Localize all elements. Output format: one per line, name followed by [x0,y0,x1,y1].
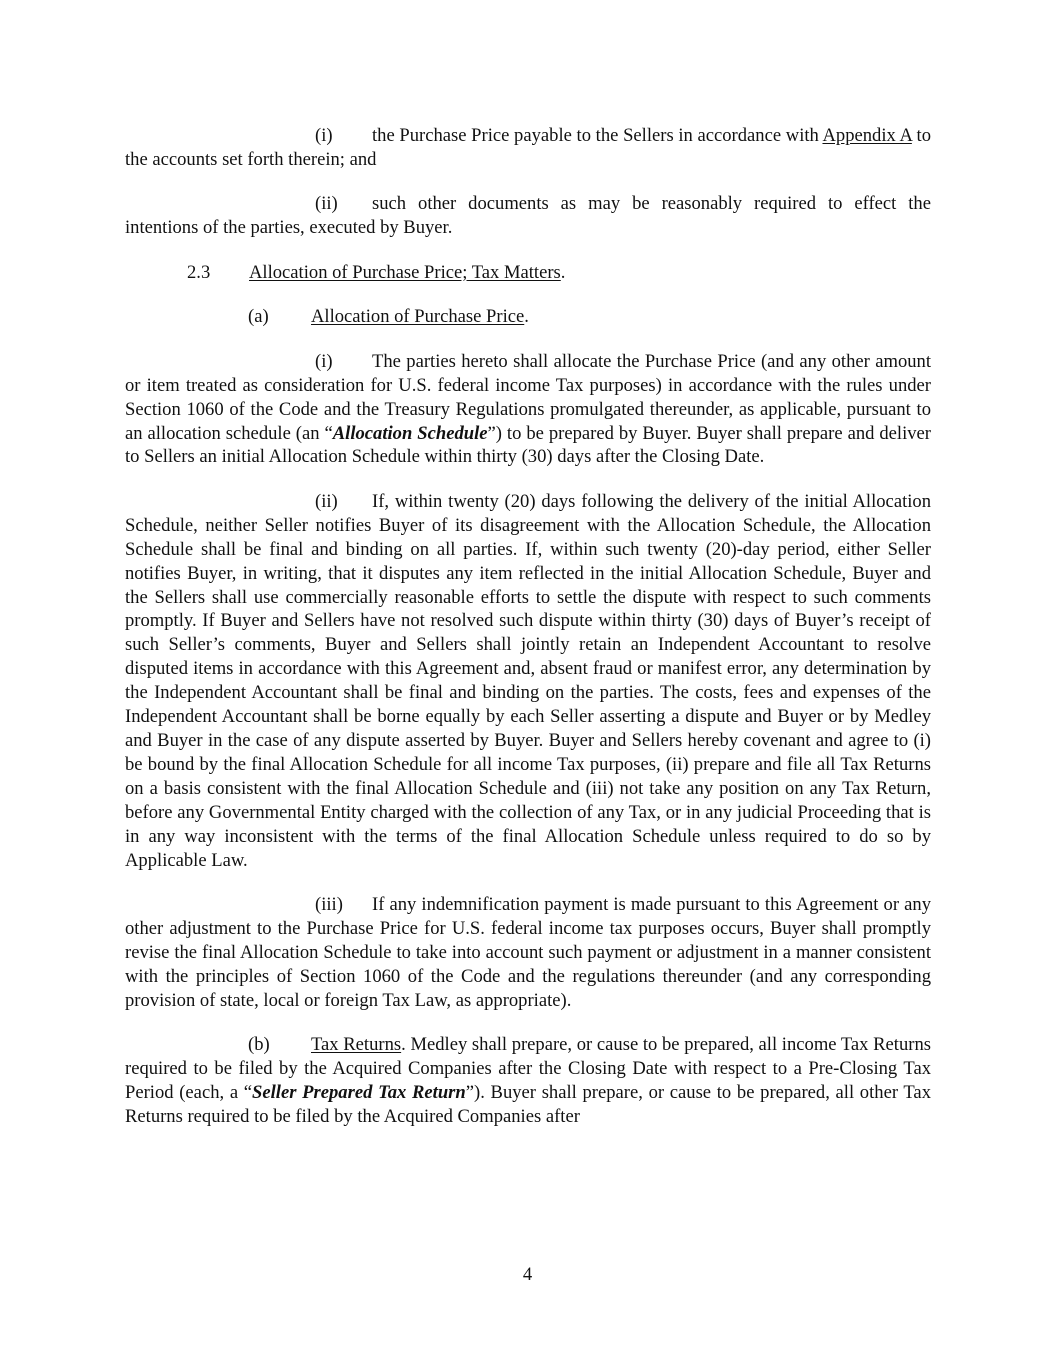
section-title: Allocation of Purchase Price; Tax Matters [249,261,561,283]
paragraph-i-purchase-price: (i) the Purchase Price payable to the Sellers in accordance with Appendix A to the accounts set forth therein; and [125,125,931,170]
section-number: 2.3 [187,261,211,283]
subsection-number: (b) [248,1034,270,1056]
defined-term-seller-prepared-tax-return: Seller Prepared Tax Return [252,1081,466,1103]
item-number: (iii) [315,894,343,916]
subsection-title: Tax Returns [311,1034,402,1056]
defined-term-allocation-schedule: Allocation Schedule [332,422,488,444]
item-number: (ii) [315,193,338,215]
paragraph-ii-other-documents: (ii) such other documents as may be reasonably required to effect the intentions of the parties, executed by Buyer. [125,193,931,239]
item-number: (ii) [315,490,338,512]
item-number: (i) [315,350,333,372]
paragraph-a-i-allocation: (i) The parties hereto shall allocate the Purchase Price (and any other amount or item treated as consideration for U.S. federal income Tax purposes) in accordance with the rules under Section 1060 of the Code and the Treasury Regulations promulgated thereunder, as applicable, pursuant to an allocation schedule (an “Allocation Schedule”) to be prepared by Buyer. Buyer shall prepare and deliver to Sellers an initial Allocation Schedule within thirty (30) days after the Closing Date. [125,350,931,468]
subsection-heading-a: (a) Allocation of Purchase Price. [248,306,529,328]
subsection-number: (a) [248,306,269,328]
appendix-a-link[interactable]: Appendix A [822,125,912,146]
page-number: 4 [522,1264,533,1285]
item-number: (i) [315,125,333,146]
document-page [125,124,931,1129]
paragraph-a-iii-adjustments: (iii) If any indemnification payment is made pursuant to this Agreement or any other adjustment to the Purchase Price for U.S. federal income tax purposes occurs, Buyer shall promptly revise the final Allocation Schedule to take into account such payment or adjustment in a manner consistent with the principles of Section 1060 of the Code and the regulations thereunder (and any corresponding provision of state, local or foreign Tax Law, as appropriate). [125,894,931,1011]
paragraph-b-tax-returns: (b) Tax Returns. Medley shall prepare, or cause to be prepared, all income Tax Returns required to be filed by the Acquired Companies after the Closing Date with respect to a Pre-Closing Tax Period (each, a “Seller Prepared Tax Return”). Buyer shall prepare, or cause to be prepared, all other Tax Returns required to be filed by the Acquired Companies after [125,1034,931,1127]
paragraph-a-ii-disputes: (ii) If, within twenty (20) days following the delivery of the initial Allocation Schedule, neither Seller notifies Buyer of its disagreement with the Allocation Schedule, the Allocation Schedule shall be final and binding on all parties. If, within such twenty (20)-day period, either Seller notifies Buyer, in writing, that it disputes any item reflected in the initial Allocation Schedule, Buyer and the Sellers shall use commercially reasonable efforts to settle the dispute with respect to such comments promptly. If Buyer and Sellers have not resolved such dispute within thirty (30) days of Buyer’s receipt of such Seller’s comments, Buyer and Sellers shall jointly retain an Independent Accountant to resolve disputed items in accordance with this Agreement and, absent fraud or manifest error, any determination by the Independent Accountant shall be final and binding on the parties. The costs, fees and expenses of the Independent Accountant shall be borne equally by each Seller asserting a dispute and Buyer or by Medley and Buyer in the case of any dispute asserted by Buyer. Buyer and Sellers hereby covenant and agree to (i) be bound by the final Allocation Schedule for all income Tax purposes, (ii) prepare and file all Tax Returns on a basis consistent with the final Allocation Schedule and (iii) not take any position on any Tax Return, before any Governmental Entity charged with the collection of any Tax, or in any judicial Proceeding that is in any way inconsistent with the terms of the final Allocation Schedule unless required to do so by Applicable Law. [125,490,931,871]
section-heading-2-3: 2.3 Allocation of Purchase Price; Tax Matters. [187,261,566,283]
subsection-title: Allocation of Purchase Price [311,306,525,328]
